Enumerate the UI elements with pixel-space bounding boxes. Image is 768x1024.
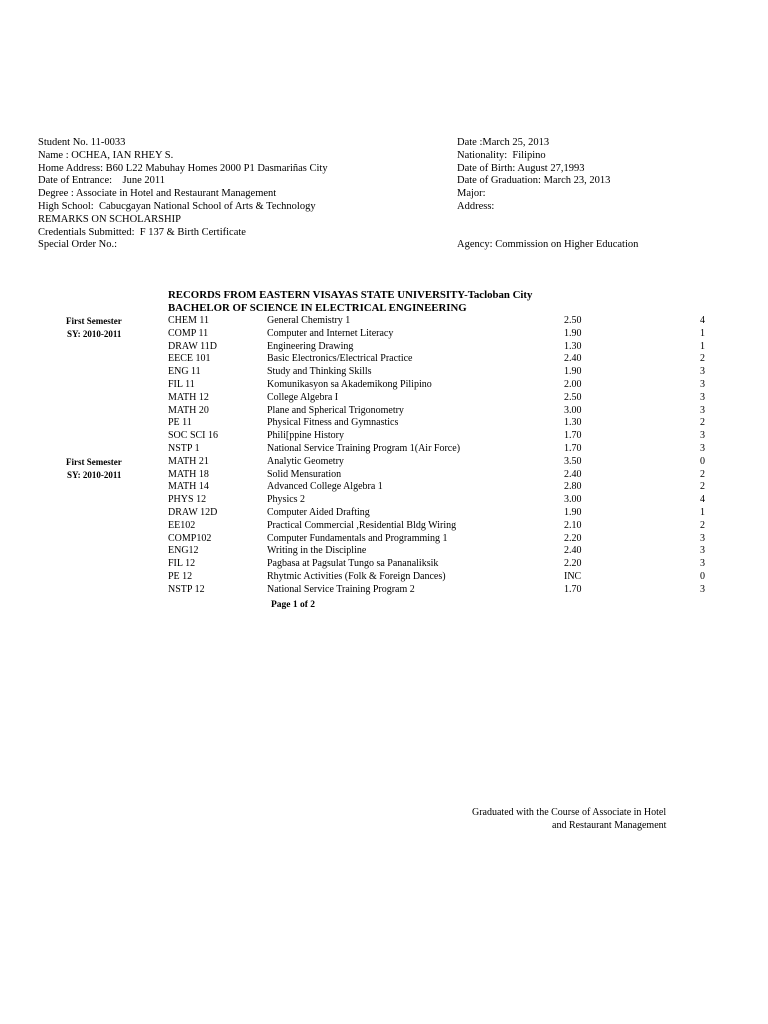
course-title: Analytic Geometry bbox=[267, 455, 344, 467]
course-code: COMP 11 bbox=[168, 327, 209, 339]
course-row bbox=[168, 520, 705, 533]
school-year: SY: 2010-2011 bbox=[67, 328, 122, 339]
records-heading: RECORDS FROM EASTERN VISAYAS STATE UNIVERSITY-Tacloban City bbox=[168, 289, 533, 301]
course-code: ENG12 bbox=[168, 545, 199, 557]
high-school: High School: Cabucgayan National School of Arts & Technology bbox=[38, 200, 316, 212]
course-code: FIL 12 bbox=[168, 558, 196, 570]
course-units: 3 bbox=[700, 404, 705, 416]
course-row bbox=[168, 558, 705, 571]
issue-date: Date :March 25, 2013 bbox=[457, 137, 550, 148]
special-order-no: Special Order No.: bbox=[38, 239, 118, 251]
course-title: Phili[ppine History bbox=[267, 430, 344, 442]
course-row bbox=[168, 533, 705, 546]
school-year: SY: 2010-2011 bbox=[67, 469, 122, 480]
courses-table-body bbox=[168, 315, 705, 597]
course-grade: 1.70 bbox=[564, 583, 582, 595]
course-grade: 1.70 bbox=[564, 430, 582, 442]
course-title: Computer and Internet Literacy bbox=[267, 327, 394, 339]
course-grade: 3.50 bbox=[564, 455, 582, 467]
course-grade: 2.40 bbox=[564, 353, 582, 365]
course-title: General Chemistry 1 bbox=[267, 315, 351, 326]
course-units: 3 bbox=[700, 583, 705, 595]
course-code: MATH 18 bbox=[168, 468, 209, 480]
course-units: 2 bbox=[700, 468, 705, 480]
course-row bbox=[168, 443, 705, 456]
course-units: 3 bbox=[700, 391, 705, 403]
course-title: Writing in the Discipline bbox=[267, 545, 367, 557]
course-code: MATH 20 bbox=[168, 404, 209, 416]
course-title: National Service Training Program 2 bbox=[267, 583, 415, 595]
course-code: PHYS 12 bbox=[168, 494, 207, 506]
course-units: 3 bbox=[700, 366, 705, 378]
course-units: 3 bbox=[700, 532, 705, 544]
course-code: SOC SCI 16 bbox=[168, 430, 219, 442]
course-grade: 1.90 bbox=[564, 366, 582, 378]
course-grade: 1.90 bbox=[564, 327, 582, 339]
course-row bbox=[168, 481, 705, 494]
course-grade: 3.00 bbox=[564, 494, 582, 506]
course-grade: 2.10 bbox=[564, 519, 582, 531]
date-of-birth: Date of Birth: August 27,1993 bbox=[457, 162, 585, 174]
course-row bbox=[168, 430, 705, 443]
nationality: Nationality: Filipino bbox=[457, 149, 546, 161]
course-units: 3 bbox=[700, 558, 705, 570]
course-title: Physics 2 bbox=[267, 494, 306, 506]
major: Major: bbox=[457, 188, 486, 200]
course-title: Komunikasyon sa Akademikong Pilipino bbox=[267, 378, 432, 390]
course-title: National Service Training Program 1(Air Force) bbox=[267, 442, 461, 454]
course-units: 1 bbox=[700, 506, 705, 518]
course-row bbox=[168, 494, 705, 507]
course-units: 3 bbox=[700, 442, 705, 454]
spacer bbox=[457, 214, 757, 227]
course-code: EE102 bbox=[168, 519, 196, 531]
course-title: Engineering Drawing bbox=[267, 340, 354, 352]
course-title: Solid Mensuration bbox=[267, 468, 342, 480]
course-units: 2 bbox=[700, 519, 705, 531]
course-row bbox=[168, 584, 705, 597]
course-grade: 1.70 bbox=[564, 442, 582, 454]
course-row bbox=[168, 341, 705, 354]
course-units: 3 bbox=[700, 545, 705, 557]
graduation-note-line2: and Restaurant Management bbox=[552, 820, 667, 831]
course-grade: 3.00 bbox=[564, 404, 582, 416]
semester-name: First Semester bbox=[66, 316, 122, 326]
course-grade: 2.20 bbox=[564, 532, 582, 544]
course-code: MATH 14 bbox=[168, 481, 209, 493]
semester-label bbox=[66, 315, 122, 341]
course-grade: 1.30 bbox=[564, 417, 582, 429]
student-info-right bbox=[457, 137, 757, 252]
course-code: MATH 21 bbox=[168, 455, 209, 467]
course-title: Plane and Spherical Trigonometry bbox=[267, 404, 404, 416]
course-row bbox=[168, 353, 705, 366]
course-grade: 1.90 bbox=[564, 506, 582, 518]
course-code: PE 11 bbox=[168, 417, 192, 429]
date-of-graduation: Date of Graduation: March 23, 2013 bbox=[457, 175, 611, 187]
course-title: Practical Commercial ,Residential Bldg Wiring bbox=[267, 519, 457, 531]
course-code: NSTP 12 bbox=[168, 583, 205, 595]
course-row bbox=[168, 417, 705, 430]
remarks-on-scholarship: REMARKS ON SCHOLARSHIP bbox=[38, 213, 181, 225]
course-grade: 1.30 bbox=[564, 340, 582, 352]
course-grade: 2.40 bbox=[564, 468, 582, 480]
course-units: 4 bbox=[700, 494, 705, 506]
course-title: College Algebra I bbox=[267, 391, 339, 403]
graduation-note-line1: Graduated with the Course of Associate in Hotel bbox=[472, 807, 667, 818]
course-grade: 2.50 bbox=[564, 391, 582, 403]
course-row bbox=[168, 405, 705, 418]
course-title: Study and Thinking Skills bbox=[267, 366, 372, 378]
student-name: Name : OCHEA, IAN RHEY S. bbox=[38, 149, 174, 161]
course-units: 2 bbox=[700, 481, 705, 493]
degree: Degree : Associate in Hotel and Restaurant Management bbox=[38, 188, 277, 200]
graduation-note bbox=[472, 806, 732, 832]
course-title: Pagbasa at Pagsulat Tungo sa Pananaliksik bbox=[267, 558, 439, 570]
course-units: 3 bbox=[700, 378, 705, 390]
course-row bbox=[168, 571, 705, 584]
course-units: 1 bbox=[700, 327, 705, 339]
course-code: NSTP 1 bbox=[168, 442, 200, 454]
course-units: 3 bbox=[700, 430, 705, 442]
semester-name: First Semester bbox=[66, 457, 122, 467]
course-code: COMP102 bbox=[168, 532, 212, 544]
course-title: Advanced College Algebra 1 bbox=[267, 481, 383, 493]
course-title: Basic Electronics/Electrical Practice bbox=[267, 353, 413, 365]
semester-label bbox=[66, 456, 122, 482]
course-code: PE 12 bbox=[168, 570, 193, 582]
course-grade: 2.20 bbox=[564, 558, 582, 570]
course-row bbox=[168, 328, 705, 341]
course-units: 0 bbox=[700, 570, 705, 582]
course-code: DRAW 12D bbox=[168, 506, 218, 518]
program-heading: BACHELOR OF SCIENCE IN ELECTRICAL ENGINEERING bbox=[168, 302, 467, 314]
course-row bbox=[168, 545, 705, 558]
student-info-left bbox=[38, 137, 438, 252]
address: Address: bbox=[457, 200, 495, 212]
home-address: Home Address: B60 L22 Mabuhay Homes 2000 P1 Dasmariñas City bbox=[38, 162, 328, 174]
agency: Agency: Commission on Higher Education bbox=[457, 239, 639, 251]
page-indicator: Page 1 of 2 bbox=[271, 600, 316, 610]
course-grade: 2.50 bbox=[564, 315, 582, 326]
course-units: 4 bbox=[700, 315, 705, 326]
course-code: EECE 101 bbox=[168, 353, 211, 365]
credentials-submitted: Credentials Submitted: F 137 & Birth Certificate bbox=[38, 226, 246, 238]
student-number: Student No. 11-0033 bbox=[38, 137, 126, 148]
course-title: Rhytmic Activities (Folk & Foreign Dances) bbox=[267, 570, 446, 582]
course-units: 2 bbox=[700, 417, 705, 429]
course-code: ENG 11 bbox=[168, 366, 201, 378]
course-units: 0 bbox=[700, 455, 705, 467]
course-title: Computer Fundamentals and Programming 1 bbox=[267, 532, 448, 544]
course-grade: 2.00 bbox=[564, 378, 582, 390]
course-title: Physical Fitness and Gymnastics bbox=[267, 417, 399, 429]
course-row bbox=[168, 456, 705, 469]
course-title: Computer Aided Drafting bbox=[267, 506, 370, 518]
course-units: 1 bbox=[700, 340, 705, 352]
spacer bbox=[457, 227, 757, 240]
course-grade: 2.80 bbox=[564, 481, 582, 493]
course-grade: INC bbox=[564, 570, 582, 582]
course-row bbox=[168, 366, 705, 379]
course-units: 2 bbox=[700, 353, 705, 365]
course-code: FIL 11 bbox=[168, 378, 195, 390]
course-row bbox=[168, 469, 705, 482]
course-code: DRAW 11D bbox=[168, 340, 217, 352]
course-row bbox=[168, 507, 705, 520]
course-code: MATH 12 bbox=[168, 391, 209, 403]
course-row bbox=[168, 315, 705, 328]
courses-table bbox=[168, 315, 705, 597]
course-row bbox=[168, 379, 705, 392]
date-of-entrance: Date of Entrance: June 2011 bbox=[38, 175, 166, 187]
course-row bbox=[168, 392, 705, 405]
course-grade: 2.40 bbox=[564, 545, 582, 557]
course-code: CHEM 11 bbox=[168, 315, 210, 326]
